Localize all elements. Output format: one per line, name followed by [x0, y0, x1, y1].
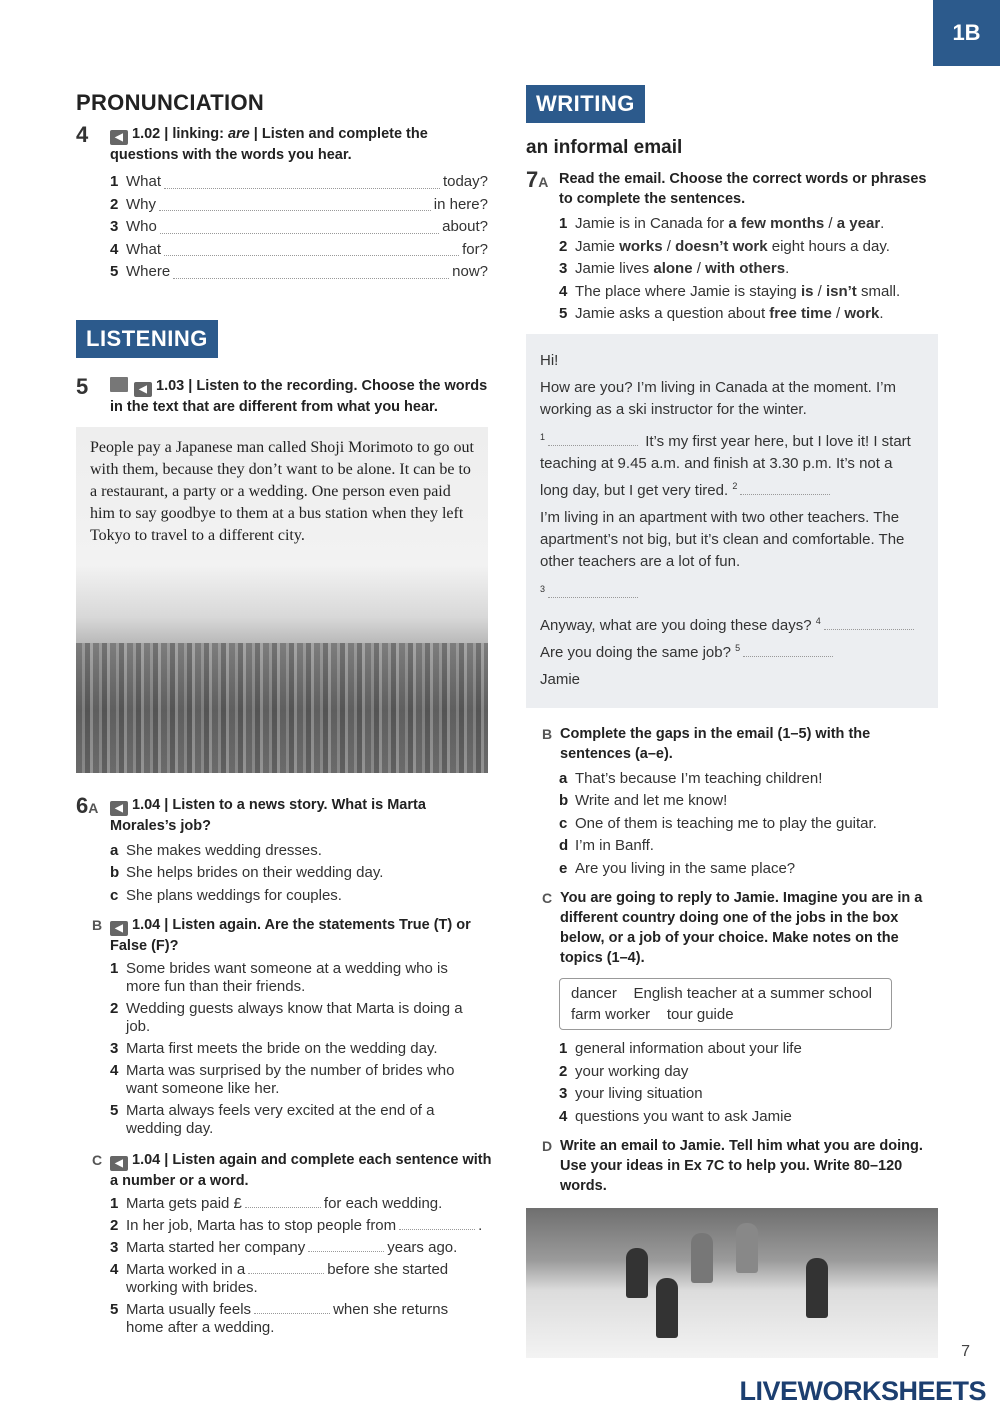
email-paragraph	[540, 426, 924, 502]
instruction-emphasis: are	[227, 126, 250, 142]
item-number: 2	[110, 195, 119, 213]
answer-blank[interactable]	[399, 1229, 475, 1230]
answer-blank[interactable]	[164, 255, 459, 256]
item-text	[126, 1195, 488, 1213]
exercise-6c-sentences	[76, 1195, 488, 1341]
gap-prefix: In her job, Marta has to stop people from	[126, 1217, 397, 1234]
gap-prefix: Where	[126, 263, 171, 280]
jobs-word-box	[559, 978, 892, 1030]
item-number: 3	[110, 218, 119, 235]
item-text	[126, 194, 488, 217]
gap-suffix: about?	[442, 218, 488, 235]
list-item	[110, 1000, 480, 1036]
instruction-text: You are going to reply to Jamie. Imagine you are in a different country doing one of the jobs in the box below, or a job of your choice. Make notes on the topics (1–4).	[560, 890, 923, 966]
exercise-number	[526, 169, 559, 193]
item-text: Are you living in the same place?	[575, 859, 796, 877]
exercise-letter: B	[92, 917, 103, 933]
item-number: 4	[110, 1062, 119, 1079]
exercise-number: 5	[76, 373, 89, 399]
item-text	[126, 261, 488, 284]
gap-1-blank[interactable]	[548, 445, 638, 446]
skier	[656, 1278, 678, 1338]
list-item	[110, 1040, 480, 1058]
exercise-5	[76, 373, 488, 417]
answer-blank[interactable]	[159, 210, 431, 211]
pronunciation-heading: PRONUNCIATION	[76, 90, 265, 115]
item-text-part: .	[785, 260, 790, 277]
gap-5-blank[interactable]	[743, 656, 833, 657]
exercise-letter: A	[88, 799, 99, 816]
exercise-letter: D	[542, 1138, 553, 1154]
item-text: Some brides want someone at a wedding who is more fun than their friends.	[126, 960, 448, 995]
list-item	[559, 1083, 938, 1106]
audio-icon[interactable]: ◀	[110, 1156, 128, 1171]
track-number: 1.04	[132, 917, 161, 933]
answer-option[interactable]: doesn’t work	[675, 237, 768, 255]
item-text: your living situation	[575, 1085, 703, 1102]
item-text-part: .	[880, 215, 885, 232]
item-text: Wedding guests always know that Marta is doing a job.	[126, 1000, 463, 1035]
answer-option[interactable]: a year	[836, 215, 881, 232]
list-item	[559, 813, 938, 836]
item-number: 1	[110, 960, 119, 977]
email-greeting: Hi!	[540, 351, 559, 369]
item-number: 5	[110, 1301, 119, 1318]
exercise-letter: C	[542, 890, 553, 906]
list-item	[110, 862, 496, 885]
gap-suffix: when she returns home after a wedding.	[126, 1301, 449, 1336]
item-text: Marta always feels very excited at the end of a wedding day.	[126, 1102, 435, 1137]
item-text: She makes wedding dresses.	[126, 841, 322, 859]
gap-prefix: Who	[126, 218, 157, 235]
item-text: One of them is teaching me to play the guitar.	[575, 814, 877, 832]
item-text-part: .	[879, 305, 884, 322]
item-number: c	[559, 814, 568, 832]
answer-blank[interactable]	[160, 233, 439, 234]
item-text-part: Jamie is in Canada for	[575, 215, 729, 232]
item-text	[126, 1261, 488, 1297]
email-text: Anyway, what are you doing these days?	[540, 616, 812, 634]
liveworksheets-logo: LIVEWORKSHEETS	[739, 1376, 986, 1406]
list-item	[110, 261, 488, 284]
list-item	[110, 960, 480, 996]
gap-2-blank[interactable]	[740, 494, 830, 495]
list-item	[559, 768, 938, 791]
gap-suffix: for?	[462, 240, 488, 258]
list-item	[110, 1261, 488, 1297]
list-item	[110, 1217, 488, 1235]
gap-prefix: Why	[126, 195, 156, 213]
exercise-6c-instruction	[110, 1150, 496, 1191]
list-item	[110, 216, 488, 239]
exercise-5-instruction	[110, 376, 488, 417]
item-number: 3	[110, 1040, 119, 1057]
item-text: Marta first meets the bride on the wedding day.	[126, 1040, 438, 1057]
item-text	[575, 236, 938, 259]
gap-suffix: in here?	[433, 195, 488, 213]
instruction-text: | Listen again and complete each sentence with a number or a word.	[110, 1152, 492, 1189]
list-item	[110, 194, 488, 217]
gap-number: 3	[540, 583, 546, 594]
item-number: 2	[559, 237, 568, 255]
answer-option[interactable]: work	[844, 305, 880, 322]
gap-4-blank[interactable]	[824, 629, 914, 630]
item-text-part: /	[662, 237, 676, 255]
item-number: 1	[559, 1040, 568, 1057]
left-column	[76, 90, 496, 1341]
item-text: That’s because I’m teaching children!	[575, 769, 823, 787]
instruction-text: | linking:	[164, 126, 228, 142]
item-number: 2	[110, 1000, 119, 1017]
item-number: 4	[110, 1261, 119, 1278]
exercise-number	[76, 792, 110, 819]
page-number: 7	[961, 1343, 970, 1360]
item-number: 3	[559, 1085, 568, 1102]
track-number: 1.03	[156, 377, 185, 394]
item-text-part: /	[824, 215, 837, 232]
audio-icon[interactable]: ◀	[110, 801, 128, 816]
unit-tab: 1B	[933, 0, 1000, 66]
item-text	[126, 216, 488, 239]
list-item	[110, 239, 488, 262]
email-paragraph	[540, 610, 924, 664]
answer-option[interactable]: free time	[769, 305, 832, 322]
list-item	[110, 1195, 488, 1213]
list-item	[110, 840, 496, 863]
gap-number: 1	[540, 431, 546, 442]
item-text	[575, 281, 938, 304]
list-item	[110, 1062, 480, 1098]
answer-blank[interactable]	[254, 1313, 330, 1314]
instruction-text: | Listen to the recording. Choose the words in the text that are different from what you hear.	[110, 377, 488, 415]
list-item	[559, 1038, 938, 1061]
item-text-part: /	[831, 305, 845, 322]
answer-option[interactable]: a few months	[728, 215, 825, 232]
gap-suffix: years ago.	[387, 1239, 458, 1256]
exercise-6a	[76, 792, 476, 836]
list-item	[110, 171, 488, 194]
exercise-7c-topics	[526, 1038, 938, 1128]
item-text-part: The place where Jamie is staying	[575, 282, 801, 300]
exercise-number: 4	[76, 122, 89, 147]
listening-heading: LISTENING	[76, 320, 218, 358]
item-text: questions you want to ask Jamie	[575, 1107, 792, 1125]
gap-number: 2	[732, 480, 738, 491]
list-item	[110, 885, 496, 908]
skier	[626, 1248, 648, 1298]
instruction-text: Write an email to Jamie. Tell him what you are doing. Use your ideas in Ex 7C to help you. Write 80–120 words.	[560, 1138, 923, 1194]
item-number: a	[110, 841, 119, 859]
list-item	[559, 835, 938, 858]
item-number: c	[110, 886, 119, 904]
item-number: e	[559, 859, 568, 877]
instruction-text: | Listen to a news story. What is Marta Morales’s job?	[110, 796, 426, 834]
gap-prefix: Marta worked in a	[126, 1261, 246, 1278]
list-item	[559, 236, 938, 259]
item-number: 3	[559, 260, 568, 277]
item-text-part: Jamie asks a question about	[575, 305, 770, 322]
exercise-6b	[76, 915, 496, 956]
item-text	[575, 213, 938, 236]
exercise-letter: C	[92, 1152, 103, 1168]
answer-option[interactable]: alone	[653, 260, 693, 277]
item-text: your working day	[575, 1062, 689, 1080]
writing-heading: WRITING	[526, 85, 645, 123]
audio-icon[interactable]: ◀	[110, 921, 128, 936]
text-icon	[110, 377, 128, 392]
list-item	[559, 258, 938, 281]
instruction-text: | Listen again. Are the statements True (T) or False (F)?	[110, 917, 471, 954]
exercise-6a-instruction	[110, 795, 476, 836]
exercise-4-instruction	[110, 124, 496, 165]
answer-blank[interactable]	[248, 1273, 324, 1274]
word-box-line: farm worker tour guide	[571, 1006, 734, 1023]
item-number: b	[559, 792, 569, 809]
exercise-4	[76, 124, 496, 165]
pronunciation-gap-list	[76, 171, 488, 284]
list-item	[559, 858, 938, 881]
right-column	[526, 85, 938, 1358]
reading-text-panel	[76, 427, 488, 773]
item-number: 1	[559, 215, 568, 232]
item-number: 1	[110, 1195, 119, 1212]
exercise-7d	[526, 1136, 938, 1196]
item-text	[575, 258, 938, 281]
item-text: Marta was surprised by the number of brides who want someone like her.	[126, 1062, 455, 1097]
exercise-7a-items	[526, 213, 938, 326]
item-number: 2	[110, 1217, 119, 1234]
list-item	[559, 303, 938, 326]
exercise-6b-statements	[76, 960, 480, 1142]
gap-suffix: today?	[442, 173, 488, 190]
skier	[691, 1233, 713, 1283]
item-number: b	[110, 864, 120, 881]
list-item	[559, 213, 938, 236]
exercise-6c	[76, 1150, 496, 1191]
gap-prefix: Marta started her company	[126, 1239, 306, 1256]
gap-suffix: .	[478, 1217, 483, 1234]
item-number: 5	[559, 305, 568, 322]
exercise-letter: A	[538, 174, 549, 190]
list-item	[110, 1301, 488, 1337]
list-item	[110, 1239, 488, 1257]
item-text: I’m in Banff.	[575, 837, 654, 854]
exercise-7a-instruction: Read the email. Choose the correct words or phrases to complete the sentences.	[559, 171, 927, 207]
item-number: a	[559, 769, 568, 787]
audio-icon[interactable]: ◀	[134, 382, 152, 397]
item-number: d	[559, 837, 569, 854]
item-text: She plans weddings for couples.	[126, 886, 342, 904]
skiers-photo	[526, 1208, 938, 1358]
email-paragraph	[540, 507, 924, 573]
answer-option[interactable]: isn’t	[825, 282, 857, 300]
exercise-number-digit: 7	[526, 167, 539, 192]
exercise-7c	[526, 888, 938, 968]
item-text	[126, 171, 488, 194]
item-number: 4	[110, 240, 119, 258]
answer-option[interactable]: with others	[705, 260, 786, 277]
list-item	[110, 1102, 480, 1138]
email-signoff: Jamie	[540, 670, 581, 688]
item-text: general information about your life	[575, 1040, 802, 1057]
gap-prefix: What	[126, 173, 162, 190]
answer-blank[interactable]	[245, 1207, 321, 1208]
exercise-7a	[526, 169, 938, 209]
gap-suffix: now?	[452, 263, 488, 280]
email-panel	[526, 334, 938, 708]
skier	[736, 1223, 758, 1273]
gap-number: 4	[815, 615, 821, 626]
exercise-7b-sentences	[526, 768, 938, 881]
gap-3-blank[interactable]	[548, 597, 638, 598]
item-text-part: Jamie	[575, 237, 620, 255]
list-item	[559, 281, 938, 304]
item-number: 5	[110, 263, 119, 280]
gap-suffix: for each wedding.	[323, 1195, 443, 1212]
tokyo-skyline-image	[76, 643, 488, 773]
item-text	[575, 303, 938, 326]
item-text-part: /	[813, 282, 826, 300]
item-text-part: /	[692, 260, 706, 277]
instruction-text: Complete the gaps in the email (1–5) with the sentences (a–e).	[560, 725, 871, 762]
item-number: 1	[110, 173, 119, 190]
exercise-6a-options	[76, 840, 496, 908]
word-box-line: dancer English teacher at a summer school	[571, 985, 872, 1002]
item-text: She helps brides on their wedding day.	[126, 864, 384, 881]
email-paragraph: How are you? I’m living in Canada at the moment. I’m working as a ski instructor for the winter.	[540, 378, 896, 418]
item-text	[126, 1239, 488, 1257]
exercise-7b	[526, 724, 938, 764]
track-number: 1.02	[132, 126, 161, 142]
item-text: Write and let me know!	[575, 792, 728, 809]
exercise-6b-instruction	[110, 915, 496, 956]
track-number: 1.04	[132, 1152, 161, 1168]
skier	[806, 1258, 828, 1318]
reading-text: People pay a Japanese man called Shoji Morimoto to go out with them, because they don’t want to be alone. It can be to a restaurant, a party or a wedding. One person even paid him to say goodbye to them at a bus station when they left Tokyo to travel to a different city.	[90, 438, 474, 544]
item-text	[126, 1217, 488, 1235]
item-text-part: Jamie lives	[575, 260, 654, 277]
instruction-text: | Listen and complete the questions with the words you hear.	[110, 126, 428, 163]
list-item	[559, 1106, 938, 1129]
exercise-number-digit: 6	[76, 792, 89, 818]
answer-option[interactable]: is	[800, 282, 814, 300]
gap-suffix: before she started working with brides.	[126, 1261, 449, 1296]
email-text: It’s my first year here, but I love it! I start teaching at 9.45 a.m. and finish at 3.30 p.m. It’s not a long day, but I get very tired.	[540, 432, 911, 499]
answer-blank[interactable]	[308, 1251, 384, 1252]
answer-blank[interactable]	[173, 278, 449, 279]
gap-prefix: Marta gets paid £	[126, 1195, 242, 1212]
gap-prefix: Marta usually feels	[126, 1301, 252, 1318]
item-text-part: small.	[856, 282, 901, 300]
audio-icon[interactable]: ◀	[110, 130, 128, 145]
list-item	[559, 1061, 938, 1084]
item-number: 5	[110, 1102, 119, 1119]
exercise-letter: B	[542, 725, 553, 742]
track-number: 1.04	[132, 796, 161, 813]
item-number: 4	[559, 1107, 568, 1125]
gap-prefix: What	[126, 240, 162, 258]
item-text-part: eight hours a day.	[767, 237, 890, 255]
item-text	[126, 239, 488, 262]
list-item	[559, 790, 938, 813]
gap-number: 5	[735, 642, 741, 653]
item-number: 4	[559, 282, 568, 300]
email-text: I’m living in an apartment with two other teachers. The apartment’s not big, but it’s clean and comfortable. The other teachers are a lot of fun.	[540, 508, 905, 570]
item-number: 3	[110, 1239, 119, 1256]
item-text	[126, 1301, 488, 1337]
writing-subheading: an informal email	[526, 137, 683, 158]
answer-option[interactable]: works	[619, 237, 663, 255]
item-number: 2	[559, 1062, 568, 1080]
email-gap-line	[540, 578, 924, 605]
answer-blank[interactable]	[164, 188, 440, 189]
email-text: Are you doing the same job?	[540, 643, 731, 661]
